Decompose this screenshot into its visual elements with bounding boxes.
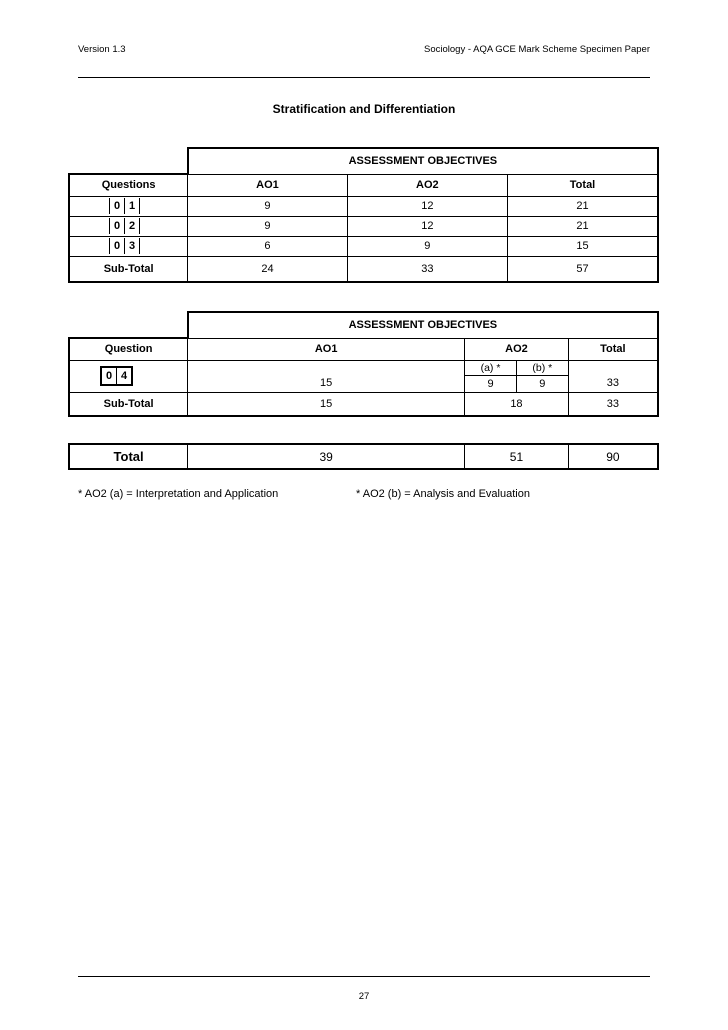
overall-grand-total: 90 bbox=[568, 444, 658, 469]
header-rule bbox=[78, 77, 650, 78]
ao2-subtotal: 33 bbox=[347, 256, 507, 282]
ao1-value: 6 bbox=[188, 236, 347, 256]
total-value: 21 bbox=[508, 216, 658, 236]
subtotal-row bbox=[69, 392, 658, 416]
footer-rule bbox=[78, 976, 650, 977]
section-title: Stratification and Differentiation bbox=[272, 102, 456, 116]
question-header: Question bbox=[69, 338, 188, 360]
ao2-subtotal: 18 bbox=[465, 392, 569, 416]
question-number: 0 2 bbox=[69, 216, 188, 236]
assessment-objectives-banner: ASSESSMENT OBJECTIVES bbox=[188, 148, 658, 174]
document-title: Sociology - AQA GCE Mark Scheme Specimen Paper bbox=[424, 44, 650, 55]
ao1-header: AO1 bbox=[188, 174, 347, 196]
ao1-value: 9 bbox=[188, 216, 347, 236]
subtotal-label: Sub-Total bbox=[69, 392, 188, 416]
table-row bbox=[69, 236, 658, 256]
total-value: 21 bbox=[508, 196, 658, 216]
ao2-value: 12 bbox=[347, 216, 507, 236]
subtotal-label: Sub-Total bbox=[69, 256, 188, 282]
assessment-table-2 bbox=[68, 311, 659, 417]
total-subtotal: 57 bbox=[508, 256, 658, 282]
grand-total-label: Total bbox=[69, 444, 188, 469]
assessment-objectives-banner: ASSESSMENT OBJECTIVES bbox=[188, 312, 658, 338]
ao2b-subheader: (b) * bbox=[516, 360, 568, 375]
ao2a-note: * AO2 (a) = Interpretation and Application bbox=[78, 488, 279, 500]
ao1-subtotal: 24 bbox=[188, 256, 347, 282]
ao1-subtotal: 15 bbox=[188, 392, 465, 416]
ao2-header: AO2 bbox=[347, 174, 507, 196]
ao1-value: 9 bbox=[188, 196, 347, 216]
total-value: 33 bbox=[568, 360, 658, 392]
version-label: Version 1.3 bbox=[78, 44, 126, 55]
assessment-table-1 bbox=[68, 147, 659, 283]
subtotal-row bbox=[69, 256, 658, 282]
ao2-grand-total: 51 bbox=[465, 444, 569, 469]
total-header: Total bbox=[508, 174, 658, 196]
ao2-header: AO2 bbox=[465, 338, 569, 360]
ao1-header: AO1 bbox=[188, 338, 465, 360]
ao1-value: 15 bbox=[188, 360, 465, 392]
questions-header: Questions bbox=[69, 174, 188, 196]
ao2a-subheader: (a) * bbox=[465, 360, 517, 375]
ao2a-value: 9 bbox=[465, 375, 517, 392]
ao1-grand-total: 39 bbox=[188, 444, 465, 469]
total-header: Total bbox=[568, 338, 658, 360]
question-number: 0 1 bbox=[69, 196, 188, 216]
ao2b-value: 9 bbox=[516, 375, 568, 392]
page-number: 27 bbox=[358, 991, 370, 1002]
ao2b-note: * AO2 (b) = Analysis and Evaluation bbox=[356, 488, 530, 500]
grand-total-table bbox=[68, 443, 659, 470]
question-number: 0 3 bbox=[69, 236, 188, 256]
table-row bbox=[69, 196, 658, 216]
total-subtotal: 33 bbox=[568, 392, 658, 416]
ao2-value: 9 bbox=[347, 236, 507, 256]
total-value: 15 bbox=[508, 236, 658, 256]
table-row bbox=[69, 216, 658, 236]
question-number: 0 4 bbox=[69, 360, 188, 392]
ao2-value: 12 bbox=[347, 196, 507, 216]
